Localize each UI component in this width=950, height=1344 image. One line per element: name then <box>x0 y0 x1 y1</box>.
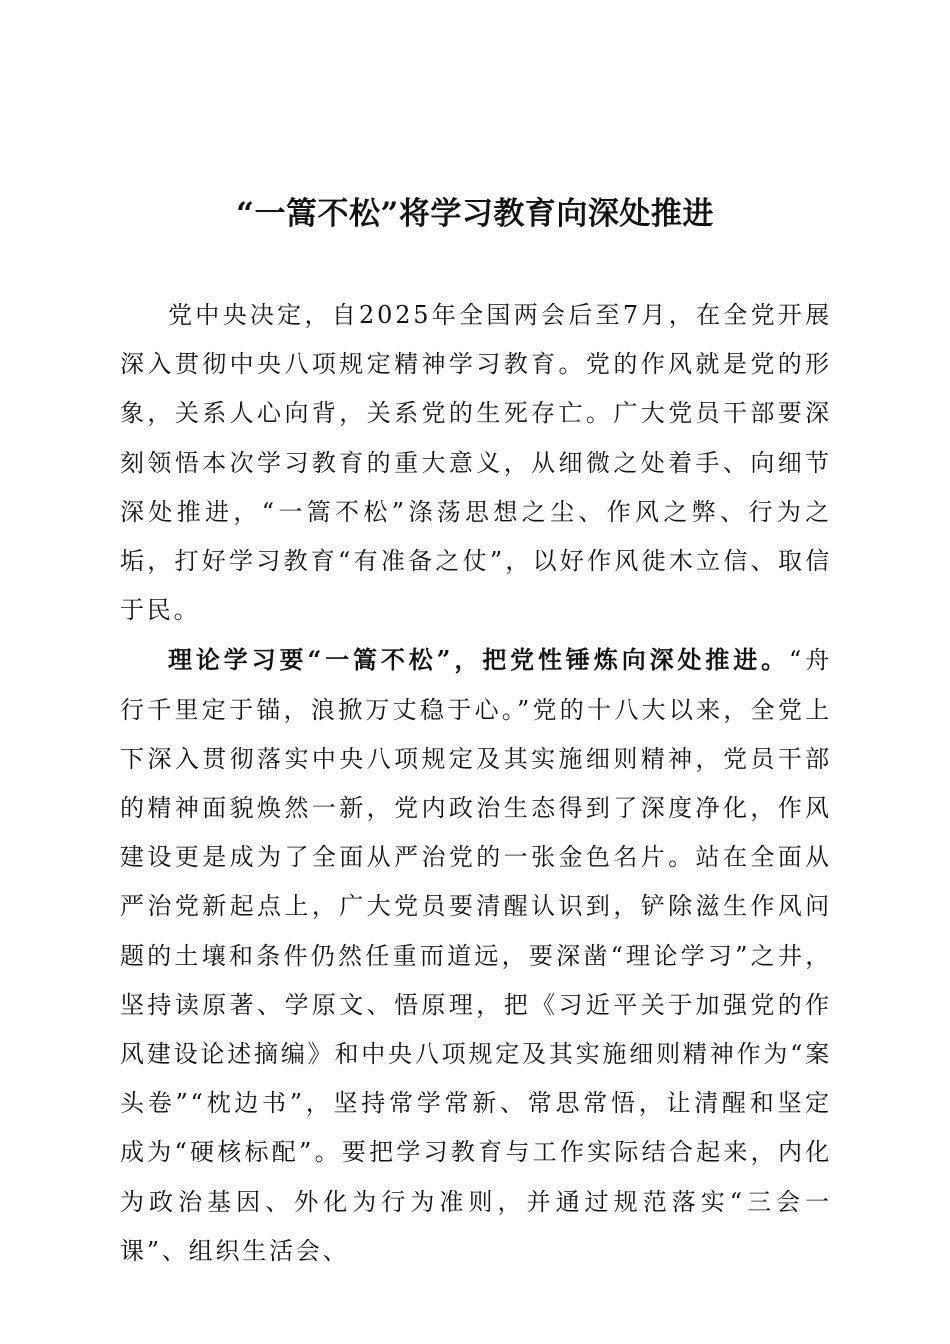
paragraph-intro <box>120 290 832 635</box>
paragraph-lead: 理论学习要“一篙不松”，把党性锤炼向深处推进。 <box>168 645 790 675</box>
document-body <box>120 290 832 1276</box>
paragraph-theory-study <box>120 635 832 1276</box>
paragraph-text: 党中央决定，自2025年全国两会后至7月，在全党开展深入贯彻中央八项规定精神学习教育。党的作风就是党的形象，关系人心向背，关系党的生死存亡。广大党员干部要深刻领悟本次学习教育的重大意义，从细微之处着手、向细节深处推进，“一篙不松”涤荡思想之尘、作风之弊、行为之垢，打好学习教育“有准备之仗”，以好作风徙木立信、取信于民。 <box>120 301 832 625</box>
paragraph-text: “舟行千里定于锚，浪掀万丈稳于心。”党的十八大以来，全党上下深入贯彻落实中央八项规定及其实施细则精神，党员干部的精神面貌焕然一新，党内政治生态得到了深度净化，作风建设更是成为了全面从严治党的一张金色名片。站在全面从严治党新起点上，广大党员要清醒认识到，铲除滋生作风问题的土壤和条件仍然任重而道远，要深凿“理论学习”之井，坚持读原著、学原文、悟原理，把《习近平关于加强党的作风建设论述摘编》和中央八项规定及其实施细则精神作为“案头卷”“枕边书”，坚持常学常新、常思常悟，让清醒和坚定成为“硬核标配”。要把学习教育与工作实际结合起来，内化为政治基因、外化为行为准则，并通过规范落实“三会一课”、组织生活会、 <box>120 646 832 1265</box>
document-title: “一篙不松”将学习教育向深处推进 <box>236 196 714 232</box>
